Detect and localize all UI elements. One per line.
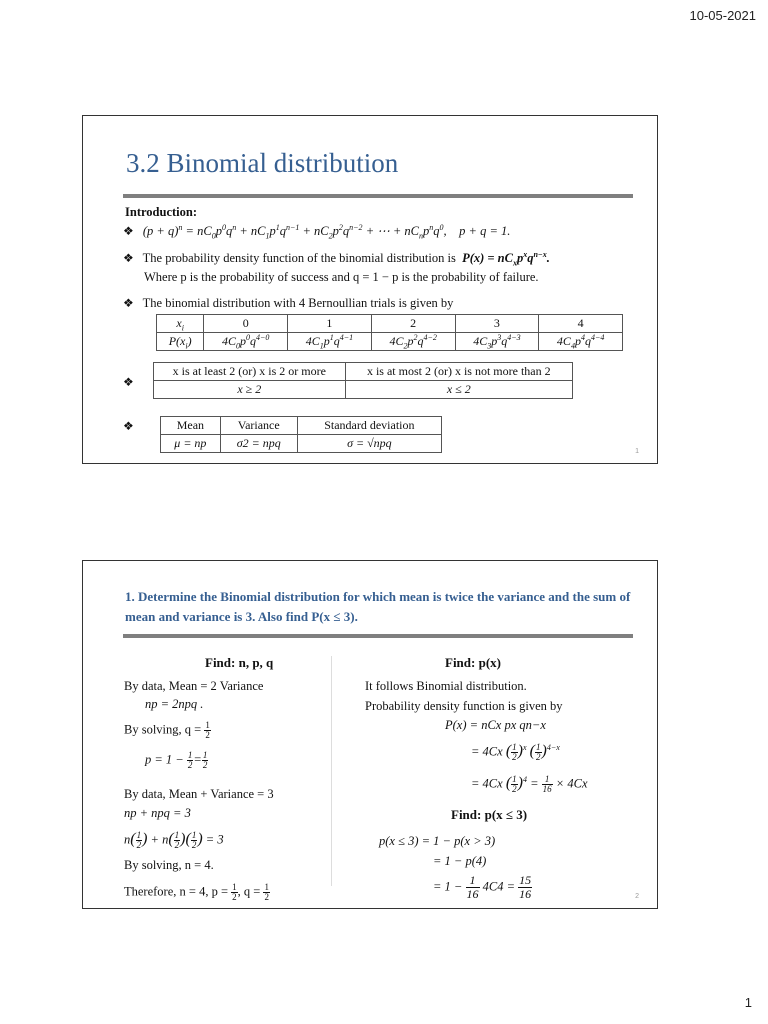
line: n( $\frac{1}{2}$ ) + n( $\frac{1}{2}$ )( $\frac{1}{2}$ ) = 3 xyxy=(124,830,224,850)
slide-number: 1 xyxy=(635,448,639,455)
moments-table xyxy=(160,416,442,453)
table-cell: $4C_1p^1q^{4-1}$ xyxy=(288,333,372,351)
table-cell: 2 xyxy=(371,315,455,333)
diamond-bullet-icon: ❖ xyxy=(123,224,134,238)
table-row xyxy=(157,315,623,333)
line: By solving, q = $\frac{1}{2}$ xyxy=(124,720,210,740)
table-cell: Standard deviation xyxy=(297,417,441,435)
diamond-bullet-icon: ❖ xyxy=(123,375,134,389)
inequality-table xyxy=(153,362,573,399)
distribution-table xyxy=(156,314,623,351)
line: = 1 − $\frac{1}{16}$ 4C4 = $\frac{15}{16}$ xyxy=(433,873,532,901)
line: By data, Mean + Variance = 3 xyxy=(124,787,274,801)
table-row xyxy=(157,333,623,351)
line: = 1 − p(4) xyxy=(433,854,487,868)
find-heading: Find: p(x ≤ 3) xyxy=(451,807,528,822)
table-cell: 1 xyxy=(288,315,372,333)
table-row xyxy=(161,435,442,453)
table-header-xi: $x_i$ xyxy=(157,315,204,333)
table-row xyxy=(161,417,442,435)
table-header-pxi: $P(x_i)$ xyxy=(157,333,204,351)
line: np + npq = 3 xyxy=(124,806,191,820)
binomial-expansion: ❖ $(p + q)^n = nC_0p^0q^n + nC_1p^1q^{n-1} + nC_2p^2q^{n-2}$ + ⋯ + $nC_np^nq^0$, p + q = 1. xyxy=(123,222,511,241)
table-cell: x ≤ 2 xyxy=(345,381,572,399)
table-cell: x is at least 2 (or) x is 2 or more xyxy=(154,363,346,381)
line: p = 1 − $\frac{1}{2}$ = $\frac{1}{2}$ xyxy=(145,750,208,770)
line: = 4Cx ( $\frac{1}{2}$ )$^4$ = $\frac{1}{16}$ × 4Cx xyxy=(471,774,588,794)
table-cell: Mean xyxy=(161,417,221,435)
line: = 4Cx ( $\frac{1}{2}$ )$^x$ ( $\frac{1}{2}$ )$^{4-x}$ xyxy=(471,742,560,762)
slide-1 xyxy=(82,115,658,464)
table-cell: 3 xyxy=(455,315,539,333)
table-row xyxy=(154,381,573,399)
table-cell: σ = √npq xyxy=(297,435,441,453)
right-heading: Find: p(x) xyxy=(445,655,501,670)
header-date: 10-05-2021 xyxy=(689,8,756,23)
table-cell: x ≥ 2 xyxy=(154,381,346,399)
title-rule xyxy=(123,194,633,198)
line: By solving, n = 4. xyxy=(124,858,214,872)
line: Probability density function is given by xyxy=(365,699,563,713)
intro-label: Introduction: xyxy=(125,205,198,219)
table-cell: σ2 = npq xyxy=(220,435,297,453)
question-title: 1. Determine the Binomial distribution for which mean is twice the variance and the sum of mean and variance is 3. Also find P(x ≤ 3). xyxy=(125,589,631,624)
slide-number: 2 xyxy=(635,893,639,900)
line: P(x) = nCx px qn−x xyxy=(445,718,546,732)
table-cell: $4C_3p^3q^{4-3}$ xyxy=(455,333,539,351)
table-cell: Variance xyxy=(220,417,297,435)
table-row xyxy=(154,363,573,381)
line: It follows Binomial distribution. xyxy=(365,679,527,693)
table-cell: $4C_2p^2q^{4-2}$ xyxy=(371,333,455,351)
table-cell: μ = np xyxy=(161,435,221,453)
table-cell: x is at most 2 (or) x is not more than 2 xyxy=(345,363,572,381)
table-cell: 0 xyxy=(204,315,288,333)
slide-2 xyxy=(82,560,658,909)
pdf-definition: Where p is the probability of success and q = 1 − p is the probability of failure. xyxy=(144,270,539,284)
line: By data, Mean = 2 Variance xyxy=(124,679,264,693)
bernoulli-line: ❖ The binomial distribution with 4 Bernoullian trials is given by xyxy=(123,296,454,310)
table-cell: $4C_0p^0q^{4-0}$ xyxy=(204,333,288,351)
diamond-bullet-icon: ❖ xyxy=(123,419,134,433)
line: Therefore, n = 4, p = $\frac{1}{2}$ , q = $\frac{1}{2}$ xyxy=(124,882,269,902)
slide-title: 3.2 Binomial distribution xyxy=(126,148,399,178)
line: p(x ≤ 3) = 1 − p(x > 3) xyxy=(379,834,496,848)
line: np = 2npq . xyxy=(145,697,204,711)
pdf-line: ❖ The probability density function of the binomial distribution is $P(x) = nC_xp^xq^{n-x}$. xyxy=(123,249,550,268)
table-cell: $4C_4p^4q^{4-4}$ xyxy=(539,333,623,351)
table-cell: 4 xyxy=(539,315,623,333)
diamond-bullet-icon: ❖ xyxy=(123,296,134,310)
column-divider xyxy=(331,656,332,886)
left-heading: Find: n, p, q xyxy=(205,655,274,670)
page-number: 1 xyxy=(744,995,752,1010)
diamond-bullet-icon: ❖ xyxy=(123,251,134,265)
title-rule xyxy=(123,634,633,638)
